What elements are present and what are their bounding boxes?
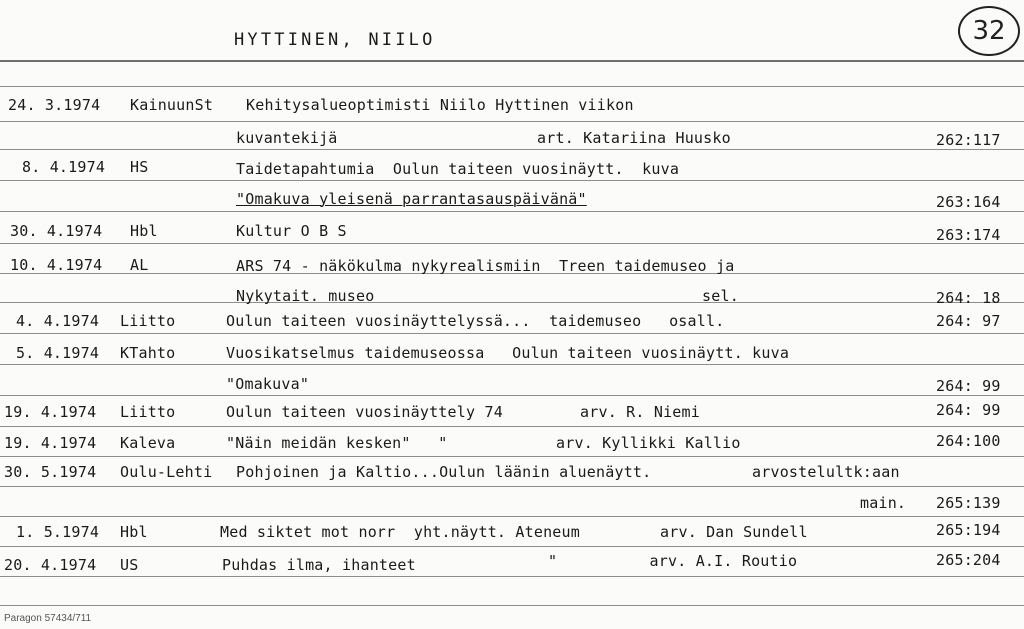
entry-source: US	[120, 556, 139, 574]
entry-date: 24. 3.1974	[8, 96, 101, 114]
rule-line	[0, 486, 1024, 487]
entry-title: ARS 74 - näkökulma nykyrealismiin Treen taidemuseo ja	[236, 257, 735, 275]
entry-date: 1. 5.1974	[16, 523, 100, 541]
entry-reference: 264: 97	[936, 312, 1001, 330]
entry-date: 19. 4.1974	[4, 434, 97, 452]
entry-date: 8. 4.1974	[22, 158, 106, 176]
rule-line	[0, 86, 1024, 87]
entry-title: kuvantekijä	[236, 129, 338, 147]
entry-date: 30. 5.1974	[4, 463, 97, 481]
entry-reference: 264: 18	[936, 289, 1001, 307]
entry-date: 4. 4.1974	[16, 312, 100, 330]
entry-note: arv. Dan Sundell	[660, 523, 808, 541]
entry-title: Taidetapahtumia Oulun taiteen vuosinäytt. kuva	[236, 160, 680, 178]
rule-line	[0, 576, 1024, 577]
card-footer: Paragon 57434/711	[4, 613, 92, 624]
entry-reference: 263:174	[936, 226, 1001, 244]
entry-source: Hbl	[120, 523, 148, 541]
entry-title: "Näin meidän kesken" "	[226, 434, 448, 452]
entry-reference: 265:194	[936, 521, 1001, 539]
rule-line	[0, 180, 1024, 181]
entry-note: sel.	[702, 287, 739, 305]
entry-note: " arv. A.I. Routio	[548, 552, 798, 570]
entry-source: Hbl	[130, 222, 158, 240]
entry-source: KainuunSt	[130, 96, 214, 114]
rule-line	[0, 395, 1024, 396]
rule-line	[0, 364, 1024, 365]
rule-line	[0, 546, 1024, 547]
entry-source: KTahto	[120, 344, 176, 362]
entry-reference: 264: 99	[936, 377, 1001, 395]
entry-title: Nykytait. museo	[236, 287, 375, 305]
rule-line	[0, 211, 1024, 212]
entry-source: AL	[130, 256, 149, 274]
entry-source: Liitto	[120, 312, 176, 330]
entry-title: Oulun taiteen vuosinäyttely 74	[226, 403, 503, 421]
entry-date: 10. 4.1974	[10, 256, 103, 274]
rule-line	[0, 302, 1024, 303]
entry-note: main.	[860, 494, 907, 512]
entry-note: art. Katariina Huusko	[537, 129, 731, 147]
entry-source: HS	[130, 158, 149, 176]
entry-title: Kehitysalueoptimisti Niilo Hyttinen viikon	[246, 96, 634, 114]
rule-line	[0, 243, 1024, 244]
entry-reference: 262:117	[936, 131, 1001, 149]
entry-reference: 265:204	[936, 551, 1001, 569]
entry-reference: 264:100	[936, 432, 1001, 450]
entry-title: "Omakuva"	[226, 375, 310, 393]
rule-line	[0, 333, 1024, 334]
entry-date: 5. 4.1974	[16, 344, 100, 362]
entry-title: Pohjoinen ja Kaltio...Oulun läänin aluenäytt.	[236, 463, 652, 481]
rule-line	[0, 60, 1024, 62]
entry-source: Kaleva	[120, 434, 176, 452]
entry-date: 19. 4.1974	[4, 403, 97, 421]
card-title: HYTTINEN, NIILO	[234, 30, 436, 50]
entry-title: Kultur O B S	[236, 222, 347, 240]
entry-note: arv. Kyllikki Kallio	[556, 434, 741, 452]
entry-title: Oulun taiteen vuosinäyttelyssä... taidemuseo osall.	[226, 312, 725, 330]
entry-title: Puhdas ilma, ihanteet	[222, 556, 416, 574]
entry-note: arv. R. Niemi	[580, 403, 700, 421]
entry-title: "Omakuva yleisenä parrantasauspäivänä"	[236, 190, 587, 208]
entry-reference: 263:164	[936, 193, 1001, 211]
rule-line	[0, 456, 1024, 457]
rule-line	[0, 426, 1024, 427]
entry-source: Liitto	[120, 403, 176, 421]
entry-date: 30. 4.1974	[10, 222, 103, 240]
entry-source: Oulu-Lehti	[120, 463, 213, 481]
entry-title: Med siktet mot norr yht.näytt. Ateneum	[220, 523, 580, 541]
rule-line	[0, 149, 1024, 150]
rule-line	[0, 516, 1024, 517]
entry-date: 20. 4.1974	[4, 556, 97, 574]
page-number-circle: 32	[958, 6, 1020, 56]
entry-note: arvostelultk:aan	[752, 463, 900, 481]
entry-reference: 265:139	[936, 494, 1001, 512]
entry-reference: 264: 99	[936, 401, 1001, 419]
rule-line	[0, 121, 1024, 122]
rule-line	[0, 605, 1024, 606]
entry-title: Vuosikatselmus taidemuseossa Oulun taiteen vuosinäytt. kuva	[226, 344, 790, 362]
